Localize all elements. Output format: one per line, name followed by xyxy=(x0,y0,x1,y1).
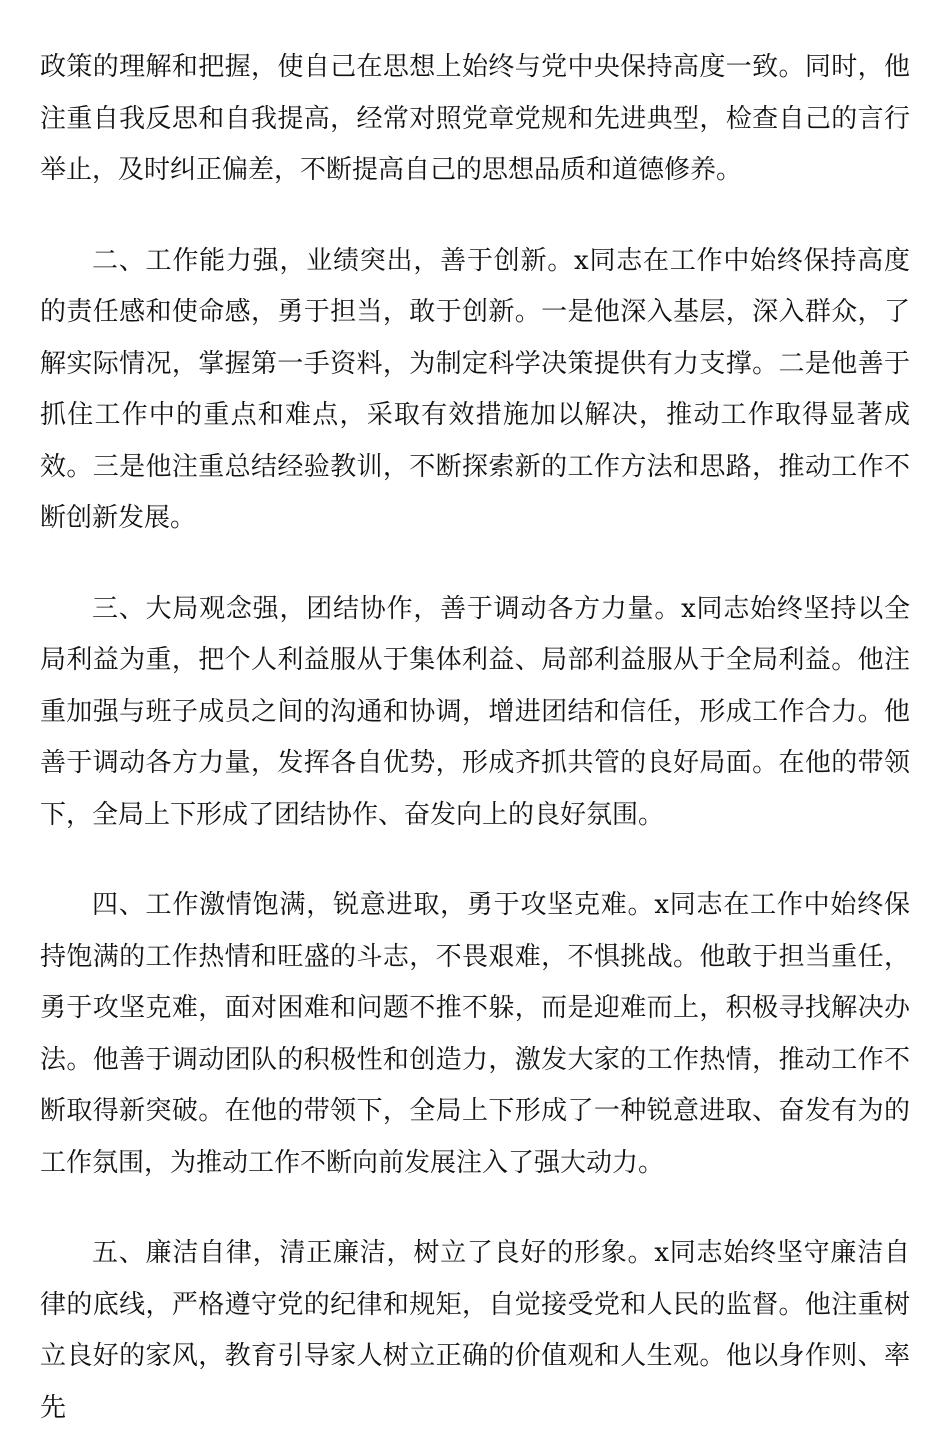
paragraph-5: 五、廉洁自律，清正廉洁，树立了良好的形象。x同志始终坚守廉洁自律的底线，严格遵守党的纪律和规矩，自觉接受党和人民的监督。他注重树立良好的家风，教育引导家人树立正确的价值观和人生观。他以身作则、率先 xyxy=(40,1238,910,1423)
paragraph-1: 政策的理解和把握，使自己在思想上始终与党中央保持高度一致。同时，他注重自我反思和自我提高，经常对照党章党规和先进典型，检查自己的言行举止，及时纠正偏差，不断提高自己的思想品质和道德修养。 xyxy=(40,52,910,185)
paragraph-2: 二、工作能力强，业绩突出，善于创新。x同志在工作中始终保持高度的责任感和使命感，勇于担当，敢于创新。一是他深入基层，深入群众，了解实际情况，掌握第一手资料，为制定科学决策提供有力支撑。二是他善于抓住工作中的重点和难点，采取有效措施加以解决，推动工作取得显著成效。三是他注重总结经验教训，不断探索新的工作方法和思路，推动工作不断创新发展。 xyxy=(40,245,910,533)
document-page xyxy=(40,42,910,1434)
paragraph-3: 三、大局观念强，团结协作，善于调动各方力量。x同志始终坚持以全局利益为重，把个人利益服从于集体利益、局部利益服从于全局利益。他注重加强与班子成员之间的沟通和协调，增进团结和信任，形成工作合力。他善于调动各方力量，发挥各自优势，形成齐抓共管的良好局面。在他的带领下，全局上下形成了团结协作、奋发向上的良好氛围。 xyxy=(40,593,910,830)
paragraph-4: 四、工作激情饱满，锐意进取，勇于攻坚克难。x同志在工作中始终保持饱满的工作热情和旺盛的斗志，不畏艰难，不惧挑战。他敢于担当重任，勇于攻坚克难，面对困难和问题不推不躲，而是迎难而上，积极寻找解决办法。他善于调动团队的积极性和创造力，激发大家的工作热情，推动工作不断取得新突破。在他的带领下，全局上下形成了一种锐意进取、奋发有为的工作氛围，为推动工作不断向前发展注入了强大动力。 xyxy=(40,890,910,1178)
